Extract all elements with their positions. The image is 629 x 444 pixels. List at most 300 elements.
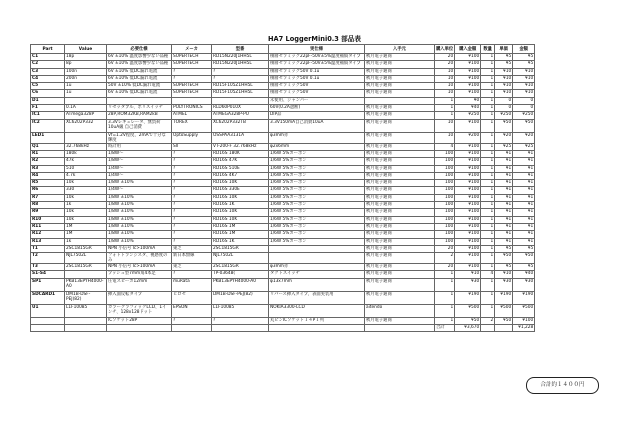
- table-row: [31, 150, 535, 157]
- table-cell: 1: [435, 304, 455, 317]
- table-cell: 秋月電子通商: [365, 317, 435, 324]
- col-header: Part: [31, 45, 65, 54]
- table-cell: ¥1: [513, 209, 535, 216]
- table-cell: DM1B-DSF-PEJ(82): [65, 291, 107, 304]
- table-cell: 1/6W 5%カーボン: [269, 187, 365, 194]
- col-header: 購入単位: [436, 46, 454, 52]
- table-cell: 1/6W 5%カーボン: [269, 158, 365, 165]
- part-cell: T1: [31, 245, 65, 252]
- table-cell: NJL7502L: [65, 253, 107, 264]
- table-cell: 1: [481, 75, 495, 82]
- table-cell: 1: [435, 97, 455, 104]
- table-cell: ¥5: [495, 61, 513, 68]
- table-cell: muRata: [172, 278, 212, 291]
- table-cell: ¥250: [455, 112, 481, 119]
- table-cell: 2: [435, 253, 455, 264]
- table-cell: ?: [172, 172, 212, 179]
- part-cell: LED1: [31, 132, 65, 143]
- table-cell: ?: [212, 75, 269, 82]
- table-cell: 秋月電子通商: [365, 75, 435, 82]
- table-cell: ?: [172, 180, 212, 187]
- table-cell: L1F10085: [65, 304, 107, 317]
- table-cell: ¥1: [495, 231, 513, 238]
- table-cell: 1u: [65, 83, 107, 90]
- table-row: [31, 143, 535, 150]
- sum-purchase: ¥3,670: [455, 325, 481, 332]
- table-cell: 1: [481, 90, 495, 97]
- table-row: [31, 238, 535, 245]
- table-cell: ¥100: [455, 172, 481, 179]
- part-cell: R10: [31, 216, 65, 223]
- table-cell: ?: [212, 68, 269, 75]
- table-cell: [269, 325, 365, 332]
- table-row: [31, 105, 535, 112]
- table-cell: TP-03648(: [212, 271, 269, 278]
- table-cell: ?: [172, 216, 212, 223]
- table-cell: 秋月電子通商: [365, 245, 435, 252]
- table-cell: 1/4W～: [107, 172, 172, 179]
- table-cell: ¥1: [495, 150, 513, 157]
- table-cell: ¥1: [495, 202, 513, 209]
- table-cell: ¥1: [495, 187, 513, 194]
- table-cell: [212, 325, 269, 332]
- table-cell: ?: [172, 194, 212, 201]
- table-cell: 20: [435, 245, 455, 252]
- table-cell: 100: [435, 187, 455, 194]
- table-cell: 6V ±10% 低DC漏れ電流: [107, 75, 172, 82]
- table-cell: ¥100: [455, 83, 481, 90]
- table-row: [31, 75, 535, 82]
- table-cell: 2SC1815GR: [65, 264, 107, 271]
- part-cell: IC1: [31, 112, 65, 119]
- table-cell: 秋月電子通商: [365, 238, 435, 245]
- table-cell: 1: [481, 187, 495, 194]
- table-row: [31, 291, 535, 304]
- table-cell: [481, 325, 495, 332]
- table-cell: ¥190: [495, 291, 513, 304]
- table-cell: ¥1: [495, 158, 513, 165]
- table-cell: 1/8W～: [107, 150, 172, 157]
- table-cell: 秋月電子通商: [365, 132, 435, 143]
- table-cell: 1/6W 5%カーボン: [269, 180, 365, 187]
- table-cell: 1: [481, 180, 495, 187]
- table-cell: ¥30: [513, 278, 535, 291]
- table-cell: 秋月電子通商: [365, 143, 435, 150]
- table-cell: ¥20: [495, 132, 513, 143]
- table-cell: 100n: [65, 68, 107, 75]
- part-cell: C5: [31, 83, 65, 90]
- sum-row: [31, 325, 535, 332]
- table-cell: 10k: [65, 209, 107, 216]
- table-cell: 0.1A: [65, 105, 107, 112]
- table-row: [31, 216, 535, 223]
- table-cell: RD16S 510E: [212, 165, 269, 172]
- table-cell: ATMEGA328P-PU: [212, 112, 269, 119]
- table-cell: DM1B-DSF-PEJ(82): [212, 291, 269, 304]
- table-cell: ¥1: [495, 172, 513, 179]
- table-cell: 1/8W ±10%: [107, 180, 172, 187]
- table-cell: 1/8W～: [107, 158, 172, 165]
- table-cell: ¥1: [513, 238, 535, 245]
- table-cell: 1/4W～: [107, 165, 172, 172]
- part-cell: C4: [31, 75, 65, 82]
- table-row: [31, 245, 535, 252]
- table-cell: 1: [481, 165, 495, 172]
- table-cell: ¥190: [455, 291, 481, 304]
- table-cell: ¥500: [513, 304, 535, 317]
- table-row: [31, 271, 535, 278]
- table-cell: 10: [435, 90, 455, 97]
- table-cell: ¥50: [495, 253, 513, 264]
- col-header: 入手元: [365, 45, 435, 54]
- table-cell: 1/8W ±10%: [107, 216, 172, 223]
- table-cell: [172, 325, 212, 332]
- table-cell: 1/6W 5%カーボン: [269, 216, 365, 223]
- table-cell: 秋月電子通商: [365, 61, 435, 68]
- table-row: [31, 61, 535, 68]
- table-row: [31, 112, 535, 119]
- table-cell: 18p: [65, 54, 107, 61]
- table-row: [31, 209, 535, 216]
- table-cell: 510: [65, 165, 107, 172]
- part-cell: SDCARD1: [31, 291, 65, 304]
- table-cell: 1: [481, 143, 495, 150]
- table-cell: [365, 325, 435, 332]
- table-cell: ¥1: [513, 202, 535, 209]
- part-cell: R8: [31, 202, 65, 209]
- table-cell: [65, 325, 107, 332]
- table-cell: 1: [435, 105, 455, 112]
- table-cell: カラーグラフィックLCD、1インチ、128x128ドット: [107, 304, 172, 317]
- table-cell: DIP品: [269, 112, 365, 119]
- table-cell: 1k: [65, 238, 107, 245]
- table-cell: 1: [481, 223, 495, 230]
- table-cell: 47k: [65, 158, 107, 165]
- table-cell: ¥50: [455, 317, 481, 324]
- table-cell: 新日本無線: [172, 253, 212, 264]
- table-cell: 20: [435, 264, 455, 271]
- table-cell: EPSON: [172, 304, 212, 317]
- table-cell: 1: [481, 209, 495, 216]
- table-cell: OSSPAA3131A: [212, 132, 269, 143]
- table-cell: [365, 97, 435, 104]
- table-cell: ¥1: [513, 194, 535, 201]
- table-cell: 330: [65, 187, 107, 194]
- table-row: [31, 317, 535, 324]
- table-cell: ¥50: [495, 317, 513, 324]
- table-cell: ?: [172, 68, 212, 75]
- table-cell: ¥100: [455, 253, 481, 264]
- table-cell: ¥100: [455, 90, 481, 97]
- table-cell: 秋月電子通商: [365, 150, 435, 157]
- table-cell: ¥100: [455, 143, 481, 150]
- table-cell: ¥1: [513, 187, 535, 194]
- table-cell: 1: [481, 304, 495, 317]
- table-cell: 6V ±10% 低DC漏れ電流: [107, 90, 172, 97]
- col-header: 金額: [513, 45, 535, 54]
- table-cell: 秋月電子通商: [365, 112, 435, 119]
- part-cell: R1: [31, 150, 65, 157]
- table-cell: RD16S 1K: [212, 238, 269, 245]
- table-cell: 1: [481, 119, 495, 132]
- table-cell: [65, 132, 107, 143]
- table-cell: RD16S 10K: [212, 209, 269, 216]
- table-cell: [65, 271, 107, 278]
- table-cell: ¥5: [513, 54, 535, 61]
- table-cell: 0: [513, 97, 535, 104]
- table-cell: XC6202P332: [65, 119, 107, 132]
- table-cell: 1/6W 5%カーボン: [269, 150, 365, 157]
- table-cell: 1/8W ±10%: [107, 238, 172, 245]
- table-cell: 10: [435, 68, 455, 75]
- table-cell: SUPERTECH: [172, 83, 212, 90]
- table-cell: VT-200-F 32.768kHz: [212, 143, 269, 150]
- table-cell: 秋月電子通商: [365, 264, 435, 271]
- table-cell: ¥250: [495, 112, 513, 119]
- table-row: [31, 90, 535, 97]
- table-cell: 100: [435, 180, 455, 187]
- table-cell: 秋月電子通商: [365, 90, 435, 97]
- table-cell: φ2x6mm: [269, 143, 365, 150]
- table-cell: ¥1: [513, 231, 535, 238]
- table-cell: ¥100: [455, 54, 481, 61]
- part-cell: R11: [31, 223, 65, 230]
- table-cell: 積層セラミック50V 0.1u: [269, 75, 365, 82]
- table-cell: 1: [481, 202, 495, 209]
- table-cell: 20: [435, 54, 455, 61]
- table-cell: 1u: [65, 90, 107, 97]
- table-row: [31, 165, 535, 172]
- table-cell: ?: [172, 187, 212, 194]
- table-cell: ¥50: [495, 119, 513, 132]
- table-cell: 秋月電子通商: [365, 209, 435, 216]
- table-cell: ¥5: [513, 245, 535, 252]
- table-cell: Vf=1.2V程度、2mAで十分な輝度: [107, 132, 172, 143]
- part-cell: R6: [31, 187, 65, 194]
- table-cell: ¥100: [455, 194, 481, 201]
- table-cell: RD16S 330E: [212, 187, 269, 194]
- table-cell: 100: [435, 165, 455, 172]
- table-row: [31, 172, 535, 179]
- table-cell: ¥50: [513, 119, 535, 132]
- table-cell: XC6202P332TB: [212, 119, 269, 132]
- table-cell: リバース挿入タイプ、表面実装用: [269, 291, 365, 304]
- table-row: [31, 119, 535, 132]
- table-cell: リセッタブル、ポリスイッチ: [107, 105, 172, 112]
- table-cell: 1/8W ±10%: [107, 231, 172, 238]
- part-cell: S1-S4: [31, 271, 65, 278]
- table-cell: タクトスイッチ: [269, 271, 365, 278]
- table-cell: ¥100: [455, 209, 481, 216]
- table-cell: 未使用、ジャンパー: [269, 97, 365, 104]
- table-cell: 1/6W 5%カーボン: [269, 231, 365, 238]
- table-cell: RD16S 10K: [212, 194, 269, 201]
- col-header: 実仕様: [269, 45, 365, 54]
- table-cell: PKB13EPYH4000-A0: [65, 278, 107, 291]
- table-cell: 秋月電子通商: [365, 202, 435, 209]
- table-cell: 10: [435, 83, 455, 90]
- table-cell: 秋月電子通商: [365, 83, 435, 90]
- table-cell: [65, 317, 107, 324]
- table-cell: 32.768kHz: [65, 143, 107, 150]
- table-cell: 秋月電子通商: [365, 180, 435, 187]
- table-cell: ¥500: [495, 304, 513, 317]
- table-cell: 100: [435, 216, 455, 223]
- table-cell: RD16S 10K: [212, 216, 269, 223]
- table-cell: 180k: [65, 150, 107, 157]
- table-cell: 1: [481, 97, 495, 104]
- part-cell: F1: [31, 105, 65, 112]
- table-cell: 1: [435, 317, 455, 324]
- table-cell: ¥10: [495, 90, 513, 97]
- table-cell: 100: [435, 150, 455, 157]
- table-cell: ?: [172, 238, 212, 245]
- table-cell: 1/6W 5%カーボン: [269, 194, 365, 201]
- table-cell: 100: [435, 223, 455, 230]
- table-cell: 28P,ROM32KB,RAM2kB: [107, 112, 172, 119]
- table-cell: 1/8W ±10%: [107, 202, 172, 209]
- table-cell: 圧電スピーカ12mm: [107, 278, 172, 291]
- table-cell: ¥0: [455, 97, 481, 104]
- table-cell: ¥10: [513, 90, 535, 97]
- table-cell: ¥100: [455, 68, 481, 75]
- table-row: [31, 278, 535, 291]
- table-cell: ¥100: [455, 180, 481, 187]
- table-cell: 1: [481, 238, 495, 245]
- table-cell: ¥10: [495, 83, 513, 90]
- table-cell: 3.3V150mA自己消費10uA: [269, 119, 365, 132]
- table-cell: 1: [481, 291, 495, 304]
- table-cell: ¥10: [455, 271, 481, 278]
- table-cell: フォトトランジスタ、視感度のみ: [107, 253, 172, 264]
- table-row: [31, 97, 535, 104]
- table-cell: RD15F105Z1HH5L: [212, 83, 269, 90]
- table-cell: ?: [172, 271, 212, 278]
- table-cell: 10: [435, 132, 455, 143]
- table-cell: ¥25: [495, 143, 513, 150]
- table-cell: 200n: [65, 75, 107, 82]
- part-cell: C3: [31, 68, 65, 75]
- col-header: Value: [65, 45, 107, 54]
- table-cell: RD16S 47K: [212, 158, 269, 165]
- table-cell: ¥100: [455, 119, 481, 132]
- table-row: [31, 304, 535, 317]
- table-cell: ¥10: [495, 271, 513, 278]
- table-cell: 東芝: [172, 245, 212, 252]
- part-cell: SP1: [31, 278, 65, 291]
- table-cell: NPN 小信号 Ic>100mA: [107, 245, 172, 252]
- table-cell: 秋月電子通商: [365, 278, 435, 291]
- table-cell: ¥500: [455, 304, 481, 317]
- table-cell: 2SC1815GR: [65, 245, 107, 252]
- part-cell: U1: [31, 304, 65, 317]
- table-cell: ¥40: [455, 105, 481, 112]
- table-cell: 1: [481, 278, 495, 291]
- table-cell: ヒロセ: [172, 291, 212, 304]
- table-cell: ¥1: [513, 158, 535, 165]
- table-cell: 50V ±10% 低DC漏れ電流: [107, 83, 172, 90]
- table-cell: ¥100: [455, 75, 481, 82]
- table-cell: [31, 325, 65, 332]
- table-cell: RD16S 180K: [212, 150, 269, 157]
- table-cell: [269, 245, 365, 252]
- table-cell: ¥1: [495, 165, 513, 172]
- table-cell: ?: [172, 209, 212, 216]
- table-cell: 1: [435, 112, 455, 119]
- table-cell: 積層セラミック50V: [269, 90, 365, 97]
- table-cell: RD15N220J1HH5L: [212, 54, 269, 61]
- table-cell: ¥1: [513, 180, 535, 187]
- table-cell: ¥1: [495, 194, 513, 201]
- table-cell: 1: [481, 150, 495, 157]
- table-cell: RD16S 1K: [212, 202, 269, 209]
- table-cell: 1: [435, 291, 455, 304]
- table-cell: 秋月電子通商: [365, 253, 435, 264]
- table-cell: ATmega328P: [65, 112, 107, 119]
- table-cell: RD15N220J1HH5L: [212, 61, 269, 68]
- sum-label: 合計: [435, 325, 455, 332]
- table-cell: 10k: [65, 216, 107, 223]
- table-cell: ¥1: [513, 150, 535, 157]
- part-cell: R7: [31, 194, 65, 201]
- table-cell: [269, 253, 365, 264]
- table-cell: 秋月電子通商: [365, 54, 435, 61]
- table-cell: ¥40: [513, 271, 535, 278]
- table-cell: SUPERTECH: [172, 90, 212, 97]
- table-cell: SII: [172, 143, 212, 150]
- table-cell: 0: [495, 97, 513, 104]
- table-cell: 1/6W 5%カーボン: [269, 165, 365, 172]
- sum-amount: ¥1,228: [513, 325, 535, 332]
- table-row: [31, 223, 535, 230]
- table-cell: 100: [435, 231, 455, 238]
- table-cell: ¥200: [455, 132, 481, 143]
- col-header: 単価: [495, 45, 513, 54]
- part-cell: R5: [31, 180, 65, 187]
- table-cell: 100: [435, 158, 455, 165]
- table-cell: 4.7k: [65, 172, 107, 179]
- table-cell: 60V(0.2A遮断): [269, 105, 365, 112]
- parts-table: [30, 44, 535, 332]
- table-cell: ¥5: [495, 264, 513, 271]
- table-cell: 1/8W ±10%: [107, 209, 172, 216]
- table-cell: 1/6W 5%カーボン: [269, 202, 365, 209]
- table-cell: φ3mm赤: [269, 264, 365, 271]
- table-cell: ?: [212, 317, 269, 324]
- table-cell: ¥100: [455, 238, 481, 245]
- table-cell: 1: [481, 61, 495, 68]
- table-row: [31, 187, 535, 194]
- table-cell: 挿入面反転タイプ: [107, 291, 172, 304]
- table-cell: ¥10: [513, 68, 535, 75]
- table-cell: 1: [481, 245, 495, 252]
- part-cell: C2: [31, 61, 65, 68]
- table-cell: 1: [481, 105, 495, 112]
- table-row: [31, 264, 535, 271]
- table-cell: 1: [481, 194, 495, 201]
- table-cell: NOKIA3300-LCD: [269, 304, 365, 317]
- part-cell: R2: [31, 158, 65, 165]
- part-cell: Q1: [31, 143, 65, 150]
- table-cell: 1/8W ±10%: [107, 223, 172, 230]
- table-cell: 1: [435, 271, 455, 278]
- table-cell: 秋月電子通商: [365, 68, 435, 75]
- table-cell: RD16S 1M: [212, 231, 269, 238]
- table-cell: 4: [481, 271, 495, 278]
- table-cell: 秋月電子通商: [365, 291, 435, 304]
- table-cell: ¥10: [513, 83, 535, 90]
- table-row: [31, 68, 535, 75]
